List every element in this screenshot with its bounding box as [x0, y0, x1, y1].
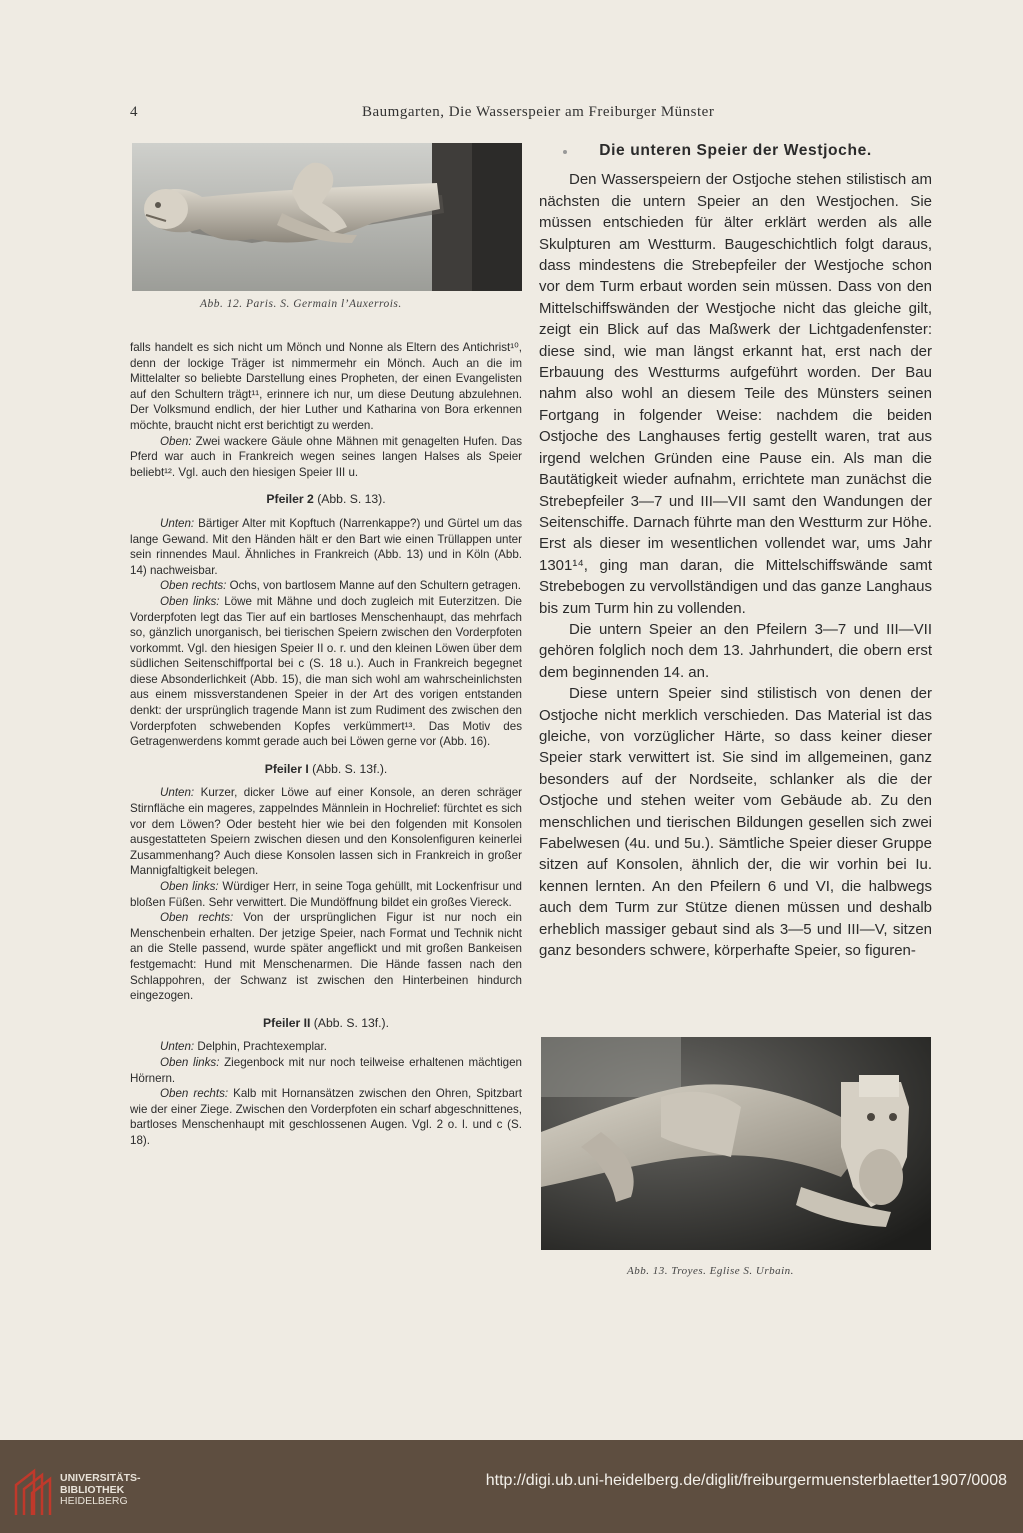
figure-13-photo: [541, 1037, 931, 1250]
item-text: Ochs, von bartlosem Manne auf den Schultern getragen.: [226, 579, 521, 593]
heading-text: Pfeiler 2: [266, 492, 314, 507]
heading-text: Pfeiler I: [264, 761, 309, 776]
paragraph: [130, 594, 522, 750]
paragraph: [130, 785, 522, 879]
item-label: Oben links:: [160, 880, 219, 893]
section-heading: [130, 1016, 522, 1032]
source-url-link[interactable]: http://digi.ub.uni-heidelberg.de/diglit/freiburgermuensterblaetter1907/0008: [485, 1472, 1007, 1489]
figure-12-caption: Abb. 12. Paris. S. Germain l’Auxerrois.: [200, 298, 402, 310]
section-heading: [130, 762, 522, 778]
paragraph: Die untern Speier an den Pfeilern 3—7 und III—VII gehören folglich noch dem 13. Jahrhundert, die obern erst dem beginnenden 14. an.: [539, 620, 932, 681]
item-label: Oben rechts:: [160, 579, 227, 593]
item-label: Oben rechts:: [160, 1087, 229, 1101]
heading-ref: (Abb. S. 13).: [313, 492, 386, 507]
heading-ref: (Abb. S. 13f.).: [308, 761, 388, 776]
item-text: Zwei wackere Gäule ohne Mähnen mit genagelten Hufen. Das Pferd war auch in Frankreich wegen seines langen Halses als Speier beliebt¹². Vgl. auch den hiesigen Speier III u.: [130, 434, 522, 479]
item-label: Unten:: [160, 516, 195, 530]
library-name-line: BIBLIOTHEK: [60, 1483, 125, 1496]
heading-ref: (Abb. S. 13f.).: [310, 1015, 389, 1030]
paragraph: [130, 1039, 522, 1055]
item-label: Oben links:: [160, 1055, 220, 1069]
item-text: Würdiger Herr, in seine Toga gehüllt, mit Lockenfrisur und bloßen Füßen. Sehr verwittert. Die Mundöffnung bildet ein großes Viereck.: [130, 880, 523, 909]
item-text: Bärtiger Alter mit Kopftuch (Narrenkappe?) und Gürtel um das lange Gewand. Mit den Händen hält er den Bart wie einen Trüllappen unter sein rinnendes Maul. Ähnliches in Frankreich (Abb. 13) und in Köln (Abb. 14) nachweisbar.: [130, 516, 522, 577]
figure-13-caption: Abb. 13. Troyes. Eglise S. Urbain.: [627, 1265, 794, 1277]
paragraph: [130, 1086, 522, 1148]
running-title: Baumgarten, Die Wasserspeier am Freiburger Münster: [362, 104, 715, 120]
paragraph: [130, 434, 522, 481]
library-name-line: HEIDELBERG: [60, 1495, 128, 1507]
paragraph: [130, 910, 522, 1004]
paragraph: Diese untern Speier sind stilistisch von denen der Ostjoche nicht merklich verschieden. Das Material ist das gleiche, von vorzüglicher Härte, so dass keiner dieser Speier stark verwittert ist. Sie sind im allgemeinen, ganz besonders auf der Nordseite, schlanker als die der Ostjoche und stehen weiter vom Gebäude ab. Zu den menschlichen und tierischen Bildungen gesellen sich zwei Fabelwesen (4u. und 5u.). Sämtliche Speier dieser Gruppe sitzen auf Konsolen, ähnlich der, die wir vorhin bei Iu. kennen lernten. An den Pfeilern 6 und VI, die halbwegs auch dem Turm zur Stütze dienen müssen und deshalb erheblich massiger gebaut sind als 3—5 und III—V, sitzen ganz besonders schwere, körperhafte Speier, so figuren-: [539, 685, 932, 960]
gargoyle-photo-illustration: [132, 143, 522, 291]
item-text: Löwe mit Mähne und doch zugleich mit Euterzitzen. Die Vorderpfoten legt das Tier auf ein bartloses Menschenhaupt, das mehrfach so, gänzlich unorganisch, bei tierischen Speiern zwischen den Vorderpfoten vorkommt. Vgl. den hiesigen Speier II o. r. und den kleinen Löwen über dem südlichen Seitenschiffportal bei c (S. 18 u.). Auch in Frankreich begegnet diese Absonderlichkeit (Abb. 15), die man sich wohl am wahrscheinlichsten aus einem missverstandenen Speier in der Art des vorigen entstanden denkt: der ursprünglich tragende Mann ist zum Rudiment des zwischen den Vorderpfoten schwebenden Kopfes verkümmert¹³. Das Motiv des Getragenwerdens kommt gerade auch bei Löwen gerne vor (Abb. 16).: [130, 594, 522, 749]
left-column: [130, 340, 522, 1149]
item-text: Ziegenbock mit nur noch teilweise erhaltenen mächtigen Hörnern.: [130, 1055, 523, 1085]
paragraph: falls handelt es sich nicht um Mönch und Nonne als Eltern des Antichrist¹⁰, denn der lockige Träger ist nimmermehr ein Mönch. Auch an die im Mittelalter so beliebte Darstellung eines Propheten, der einen Evangelisten auf den Schultern trägt¹¹, erinnere ich nur, um diese Deutung abzulehnen. Der Volksmund endlich, der hier Luther und Katharina von Bora erkennen möchte, braucht nicht erst berichtigt zu werden.: [130, 341, 522, 432]
item-label: Unten:: [160, 1040, 195, 1054]
library-logo-icon: [12, 1467, 54, 1519]
item-text: Kalb mit Hornansätzen zwischen den Ohren, Spitzbart wie der einer Ziege. Zwischen den Vorderpfoten ein scharf abgeschnittenes, bartloses Menschenhaupt mit geschlossenen Augen. Vgl. 2 o. l. und c (S. 18).: [130, 1087, 522, 1147]
right-column: [539, 134, 932, 961]
paragraph: Den Wasserspeiern der Ostjoche stehen stilistisch am nächsten die untern Speier an den Westjochen. Sie müssen entschieden für älter erklärt werden als alle Skulpturen am Westturm. Baugeschichtlich folgt daraus, dass mindestens die Strebepfeiler der Westjoche schon vor dem Turm erbaut worden sein müssen. Dass von den Mittelschiffswänden der Westjoche nicht das gleiche gilt, zeigt ein Blick auf das Maßwerk der Lichtgadenfenster: diese sind, wie man längst erkannt hat, erst nach der Erbauung des Westturms aufgeführt worden. Der Bau nahm also wohl an diesem Teile des Münsters seinen Fortgang in folgender Weise: nachdem die beiden Ostjoche des Langhauses fertig gestellt waren, trat aus irgend welchen Gründen eine Pause ein. Als man die Bautätigkeit wieder aufnahm, errichtete man zunächst die Strebepfeiler 3—7 und III—VII samt den Wandungen der Seitenschiffe. Darnach führte man den Westturm zur Höhe. Erst als dieser im wesentlichen vollendet war, ums Jahr 1301¹⁴, ging man daran, die Mittelschiffswände samt Strebebogen zu vervollständigen und das ganze Langhaus bis zum Turm hin zu vollenden.: [539, 171, 932, 617]
gargoyle-photo-illustration: [541, 1037, 931, 1250]
paragraph: [130, 578, 522, 594]
item-text: Von der ursprünglichen Figur ist nur noch ein Menschenbein erhalten. Der jetzige Speier, nach Format und Technik nicht an die Stelle passend, wurde später angeflickt und mit großen Bankeisen festgemacht: Hund mit Menschenarmen. Die Hände fassen nach den Schlappohren, der Schwanz ist zwischen den Hinterbeinen hindurch eingezogen.: [130, 911, 522, 1003]
item-text: Kurzer, dicker Löwe auf einer Konsole, an deren schräger Stirnfläche ein mageres, zappelndes Männlein in Hochrelief: fürchtet es sich vor dem Löwen? Oder besteht hier wie bei den folgenden mit Konsolen ausgestatteten Speiern zwischen diesen und den Konsolenfiguren keinerlei Zusammenhang? Auch diese Konsolen lassen sich in Frankreich in großer Mannigfaltigkeit belegen.: [130, 786, 522, 878]
running-header: [130, 104, 930, 124]
library-name: [60, 1473, 141, 1508]
paragraph: [130, 516, 522, 578]
item-label: Oben links:: [160, 594, 220, 608]
paragraph: [130, 879, 522, 910]
library-name-line: UNIVERSITÄTS-: [60, 1472, 141, 1484]
page-number: 4: [130, 104, 138, 120]
heading-text: Pfeiler II: [263, 1015, 311, 1030]
section-heading: [130, 492, 522, 508]
item-label: Oben rechts:: [160, 911, 234, 925]
item-label: Oben:: [160, 434, 192, 448]
item-label: Unten:: [160, 786, 195, 800]
item-text: Delphin, Prachtexemplar.: [194, 1040, 327, 1054]
section-title: Die unteren Speier der Westjoche.: [599, 142, 872, 159]
paragraph: [130, 1055, 522, 1086]
figure-12-photo: [132, 143, 522, 291]
